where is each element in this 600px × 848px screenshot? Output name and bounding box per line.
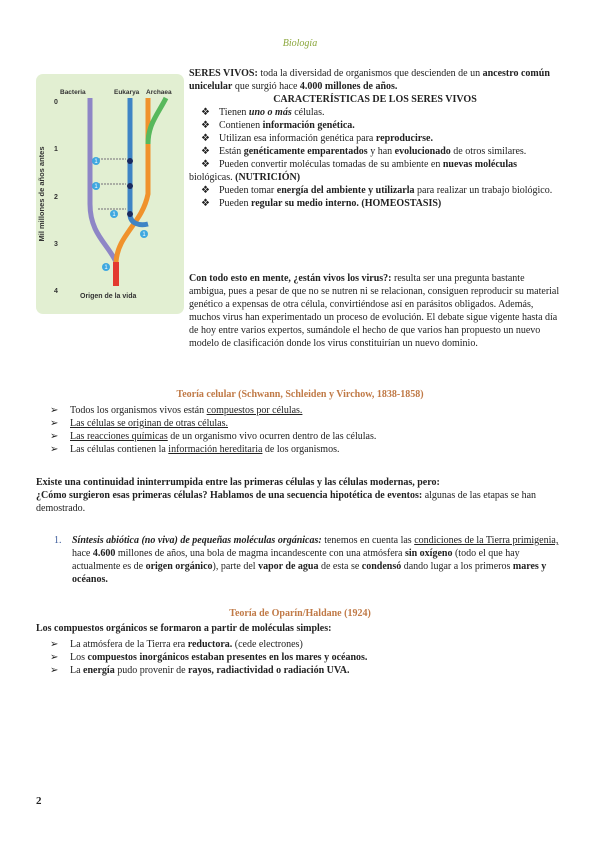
marker-label: 1 — [112, 212, 116, 218]
marker-label: 1 — [94, 184, 98, 190]
label-origin: Origen de la vida — [80, 293, 137, 300]
marker-dot — [127, 183, 133, 189]
continuity-paragraph: Existe una continuidad ininterrumpida entre las primeras células y las células modernas, pero: ¿Cómo surgieron esas primeras células? Hablamos de una secuencia hipotética de eventos: algunas de las etapas se han demostrado. — [36, 477, 537, 514]
tick-1: 1 — [54, 146, 58, 153]
list-item: ➢ Las reacciones químicas de un organismo vivo ocurren dentro de las células. — [50, 431, 377, 442]
arrow-icon: ➢ — [50, 405, 59, 416]
label-eukarya: Eukarya — [114, 89, 140, 96]
y-axis-label: Mil millones de años antes — [37, 146, 46, 242]
list-item: ➢ Todos los organismos vivos están compuestos por células. — [50, 405, 303, 416]
intro-paragraph: SERES VIVOS: toda la diversidad de organismos que descienden de un ancestro común unicelular que surgió hace 4.000 millones de años. — [189, 68, 550, 92]
page-number: 2 — [36, 795, 42, 807]
arrow-icon: ➢ — [50, 665, 59, 676]
list-item: ❖ Pueden tomar energía del ambiente y utilizarla para realizar un trabajo biológico. — [201, 185, 553, 196]
diamond-icon: ❖ — [201, 107, 210, 118]
marker-label: 1 — [142, 232, 146, 238]
arrow-icon: ➢ — [50, 652, 59, 663]
tick-3: 3 — [54, 241, 58, 248]
list-item: ❖ Contienen información genética. — [201, 120, 355, 131]
list-item: ❖ Tienen uno o más células. — [201, 107, 325, 118]
arrow-icon: ➢ — [50, 639, 59, 650]
diamond-icon: ❖ — [201, 185, 210, 196]
cell-theory-title: Teoría celular (Schwann, Schleiden y Virchow, 1838-1858) — [176, 389, 424, 400]
arrow-icon: ➢ — [50, 431, 59, 442]
list-item: ➢ La atmósfera de la Tierra era reductora. (cede electrones) — [50, 639, 303, 650]
virus-paragraph: Con todo esto en mente, ¿están vivos los virus?: resulta ser una pregunta bastante ambigua, pues a pesar de que no se nutren ni se relacionan, consiguen reproducir su material genético a expensas de otra célula, convirtiéndose así en parásitos obligados. Además, muchos virus han experimentado un proceso de evolución. El debate sigue vigente hasta día de hoy entre varios expertos, sumándole el hecho de que varios han propuesto un nuevo modelo de clasificación donde los virus constituirían un nuevo dominio. — [189, 273, 560, 349]
step-number: 1. — [54, 535, 62, 546]
list-item: ➢ Las células contienen la información hereditaria de los organismos. — [50, 444, 340, 455]
diamond-icon: ❖ — [201, 198, 210, 209]
list-item: ❖ Pueden regular su medio interno. (HOMEOSTASIS) — [201, 198, 442, 209]
step-1: 1. Síntesis abiótica (no viva) de pequeñas moléculas orgánicas: tenemos en cuenta las condiciones de la Tierra primigenia, hace 4.600 millones de años, una bola de magma incandescente con una atmósfera sin oxígeno (todo el que hay actualmente es de origen orgánico), parte del vapor de agua de esta se condensó dando lugar a los primeros mares y océanos. — [54, 535, 559, 585]
list-item: ➢ Los compuestos inorgánicos estaban presentes en los mares y océanos. — [50, 652, 368, 663]
list-item: ❖ Utilizan esa información genética para reproducirse. — [201, 133, 433, 144]
page-header: Biología — [282, 38, 318, 49]
diamond-icon: ❖ — [201, 120, 210, 131]
oparin-lead: Los compuestos orgánicos se formaron a partir de moléculas simples: — [36, 623, 332, 634]
tick-4: 4 — [54, 288, 58, 295]
intro-block — [189, 67, 561, 210]
tick-2: 2 — [54, 194, 58, 201]
list-item: ➢ La energía pudo provenir de rayos, radiactividad o radiación UVA. — [50, 665, 350, 676]
arrow-icon: ➢ — [50, 418, 59, 429]
label-archaea: Archaea — [146, 89, 172, 96]
arrow-icon: ➢ — [50, 444, 59, 455]
list-item: ❖ Están genéticamente emparentados y han evolucionado de otros similares. — [201, 146, 527, 157]
diamond-icon: ❖ — [201, 146, 210, 157]
marker-label: 1 — [94, 159, 98, 165]
diamond-icon: ❖ — [201, 159, 210, 170]
marker-dot — [127, 211, 133, 217]
label-bacteria: Bacteria — [60, 89, 86, 96]
marker-label: 1 — [104, 265, 108, 271]
cell-theory-list — [50, 404, 560, 456]
oparin-list — [50, 638, 560, 677]
branch-archaea — [148, 98, 166, 144]
characteristics-heading: CARACTERÍSTICAS DE LOS SERES VIVOS — [273, 94, 477, 105]
branch-bacteria — [90, 98, 116, 262]
list-item: ➢ Las células se originan de otras células. — [50, 418, 228, 429]
characteristics-list — [189, 106, 561, 210]
oparin-title: Teoría de Oparín/Haldane (1924) — [229, 608, 371, 619]
tick-0: 0 — [54, 99, 58, 106]
diamond-icon: ❖ — [201, 133, 210, 144]
marker-dot — [127, 158, 133, 164]
list-item: ❖ Pueden convertir moléculas tomadas de su ambiente en nuevas moléculas biológicas. (NUTRICIÓN) — [189, 159, 517, 183]
